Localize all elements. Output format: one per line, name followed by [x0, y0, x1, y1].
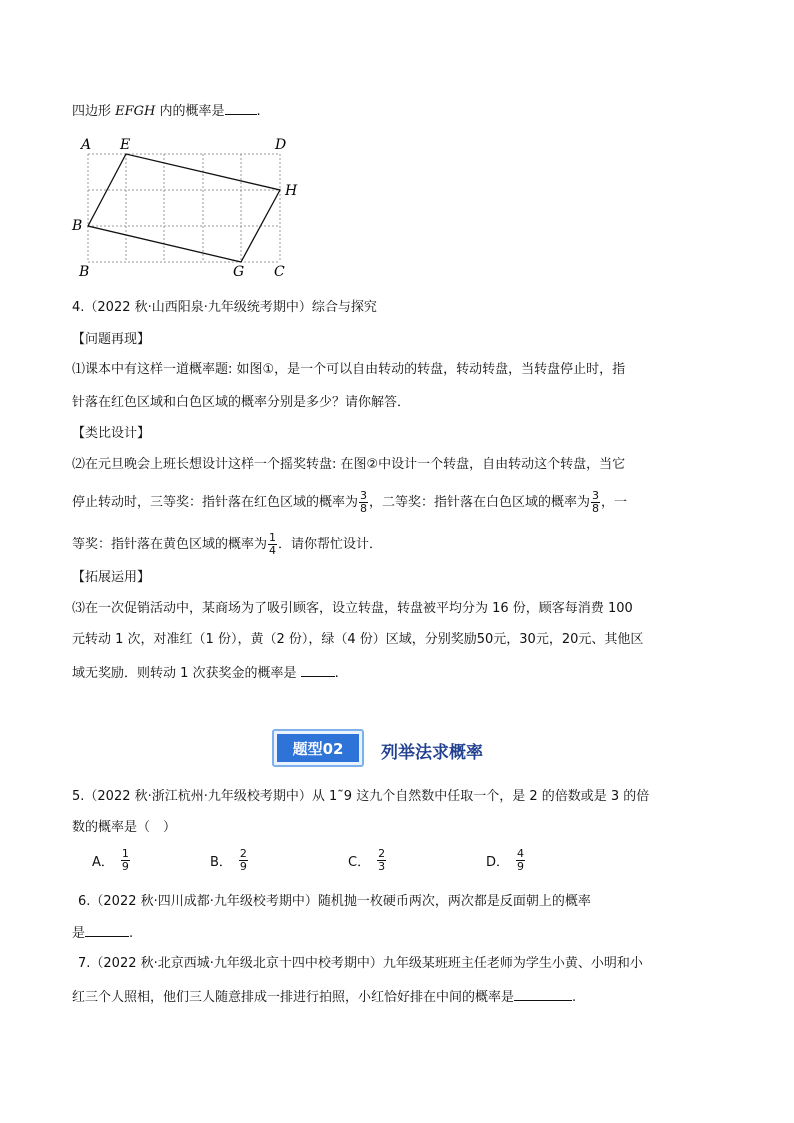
q5-option-d[interactable]: D． $\frac{4}{9}$ [486, 847, 525, 873]
label-b-left: B [72, 218, 83, 234]
q3-answer-blank[interactable] [225, 100, 257, 115]
fraction-3-8-a: $\frac{3}{8}$ [360, 489, 368, 515]
q5-line2: 数的概率是（ ） [72, 820, 177, 835]
q7-line1: 7.（2022 秋·北京西城·九年级北京十四中校考期中）九年级某班班主任老师为学生小黄、小明和小 [78, 956, 643, 971]
fraction-1-4: $\frac{1}{4}$ [269, 531, 277, 557]
q5-line1: 5.（2022 秋·浙江杭州·九年级校考期中）从 1˜9 这九个自然数中任取一个，是 2 的倍数或是 3 的倍 [72, 789, 650, 804]
q5-option-b[interactable]: B． $\frac{2}{9}$ [210, 847, 247, 873]
q7-line2: 红三个人照相，他们三人随意排成一排进行拍照，小红恰好排在中间的概率是 . [72, 986, 576, 1008]
q4-answer-blank[interactable] [301, 662, 335, 677]
q3-shape-name: EFGH [115, 104, 156, 119]
q4-p2-line3: 等奖：指针落在黄色区域的概率为 $\frac{1}{4}$ ．请你帮忙设计． [72, 531, 383, 557]
q6-answer-blank[interactable] [85, 922, 129, 937]
label-a: A [81, 137, 92, 153]
q4-p1-line1: ⑴课本中有这样一道概率题: 如图①，是一个可以自由转动的转盘，转动转盘，当转盘停止时，指 [72, 362, 626, 377]
q4-section-problem: 【问题再现】 [72, 332, 151, 347]
label-b-bottom: B [79, 264, 90, 280]
label-h: H [285, 183, 298, 199]
q4-section-analogy: 【类比设计】 [72, 426, 151, 441]
q6-line2: 是 . [72, 922, 133, 944]
q5-option-a[interactable]: A． $\frac{1}{9}$ [92, 847, 129, 873]
q4-p1-line2: 针落在红色区域和白色区域的概率分别是多少？请你解答． [72, 395, 411, 410]
q3-tail-line [72, 100, 261, 122]
q5-option-c[interactable]: C． $\frac{2}{3}$ [348, 847, 386, 873]
q3-text-post: 内的概率是 [155, 104, 225, 119]
label-d: D [275, 137, 287, 153]
grid-figure [68, 130, 308, 280]
banner-title: 列举法求概率 [381, 743, 483, 763]
q4-p3-line2: 元转动 1 次，对准红（1 份），黄（2 份），绿（4 份）区域，分别奖励50元，30元，20元、其他区 [72, 632, 644, 647]
quadrilateral-efgh [88, 154, 280, 262]
label-g: G [233, 264, 245, 280]
q4-heading: 4.（2022 秋·山西阳泉·九年级统考期中）综合与探究 [72, 300, 377, 315]
q4-p3-line3: 域无奖励．则转动 1 次获奖金的概率是 . [72, 662, 339, 684]
q6-line1: 6.（2022 秋·四川成都·九年级校考期中）随机抛一枚硬币两次，两次都是反面朝上的概率 [78, 894, 591, 909]
fraction-3-8-b: $\frac{3}{8}$ [592, 489, 600, 515]
label-e: E [120, 137, 131, 153]
q3-text-pre: 四边形 [72, 104, 116, 119]
label-c: C [274, 264, 285, 280]
q4-p2-line2: 停止转动时，三等奖：指针落在红色区域的概率为 $\frac{3}{8}$ ，二等奖：指针落在白色区域的概率为 $\frac{3}{8}$ ，一 [72, 489, 628, 515]
q3-end: . [256, 104, 261, 119]
banner-tag: 题型02 [277, 734, 359, 762]
q7-answer-blank[interactable] [514, 986, 572, 1001]
q4-section-extension: 【拓展运用】 [72, 570, 151, 585]
q4-p3-line1: ⑶在一次促销活动中，某商场为了吸引顾客，设立转盘，转盘被平均分为 16 份，顾客每消费 100 [72, 601, 633, 616]
q4-p2-line1: ⑵在元旦晚会上班长想设计这样一个摇奖转盘: 在图②中设计一个转盘，自由转动这个转盘，当它 [72, 457, 626, 472]
section-banner [272, 729, 364, 767]
